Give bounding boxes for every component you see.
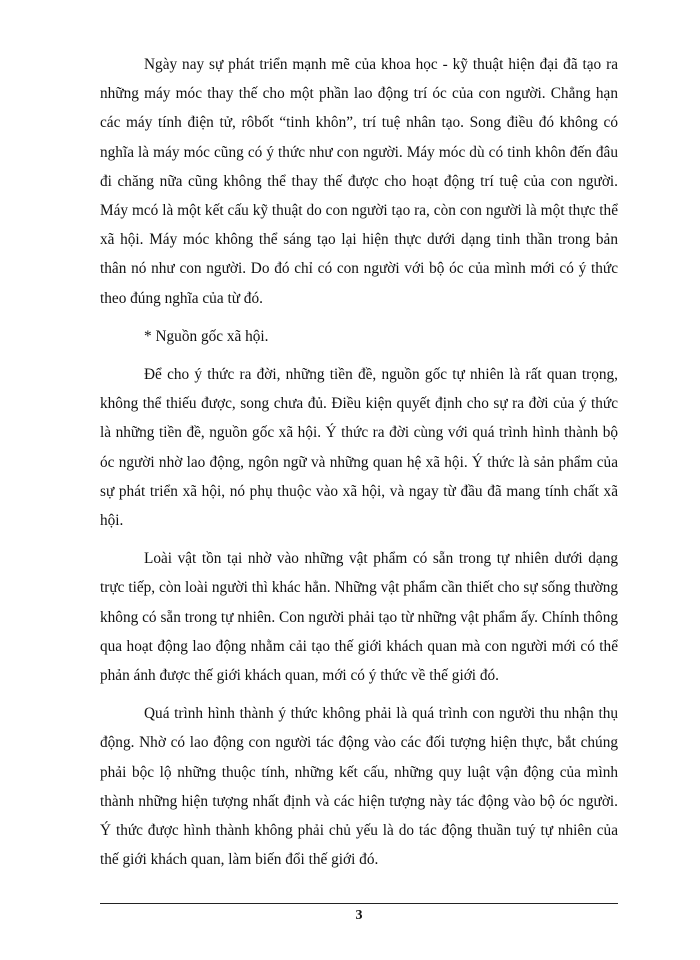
paragraph-social-preconditions: Để cho ý thức ra đời, những tiền đề, nguồn gốc tự nhiên là rất quan trọng, không thể thiếu được, song chưa đủ. Điều kiện quyết định cho sự ra đời của ý thức là những tiền đề, nguồn gốc xã hội. Ý thức ra đời cùng với quá trình hình thành bộ óc người nhờ lao động, ngôn ngữ và những quan hệ xã hội. Ý thức là sản phẩm của sự phát triển xã hội, nó phụ thuộc vào xã hội, và ngay từ đầu đã mang tính chất xã hội. — [100, 366, 618, 530]
paragraph-animals-vs-humans: Loài vật tồn tại nhờ vào những vật phẩm có sẵn trong tự nhiên dưới dạng trực tiếp, còn loài người thì khác hẳn. Những vật phẩm cần thiết cho sự sống thường không có sẵn trong tự nhiên. Con người phải tạo từ những vật phẩm ấy. Chính thông qua hoạt động lao động nhằm cải tạo thế giới khách quan mà con người mới có thể phản ánh được thế giới khách quan, mới có ý thức về thế giới đó. — [100, 550, 618, 685]
document-body — [100, 50, 618, 883]
paragraph-formation-of-consciousness: Quá trình hình thành ý thức không phải là quá trình con người thu nhận thụ động. Nhờ có lao động con người tác động vào các đối tượng hiện thực, bắt chúng phải bộc lộ những thuộc tính, những kết cấu, những quy luật vận động của mình thành những hiện tượng nhất định và các hiện tượng này tác động vào bộ óc người. Ý thức được hình thành không phải chủ yếu là do tác động thuần tuý tự nhiên của thế giới khách quan, làm biến đổi thế giới đó. — [100, 705, 618, 869]
paragraph-machines-consciousness: Ngày nay sự phát triển mạnh mẽ của khoa học - kỹ thuật hiện đại đã tạo ra những máy móc thay thế cho một phần lao động trí óc của con người. Chẳng hạn các máy tính điện tử, rôbốt “tinh khôn”, trí tuệ nhân tạo. Song điều đó không có nghĩa là máy móc cũng có ý thức như con người. Máy móc dù có tinh khôn đến đâu đi chăng nữa cũng không thể thay thế được cho hoạt động trí tuệ của con người. Máy mcó là một kết cấu kỹ thuật do con người tạo ra, còn con người là một thực thể xã hội. Máy móc không thể sáng tạo lại hiện thực dưới dạng tinh thần trong bản thân nó như con người. Do đó chỉ có con người với bộ óc của mình mới có ý thức theo đúng nghĩa của từ đó. — [100, 56, 618, 307]
footer-divider — [100, 903, 618, 904]
section-heading-social-origin: * Nguồn gốc xã hội. — [144, 327, 269, 345]
page-number: 3 — [355, 908, 363, 923]
